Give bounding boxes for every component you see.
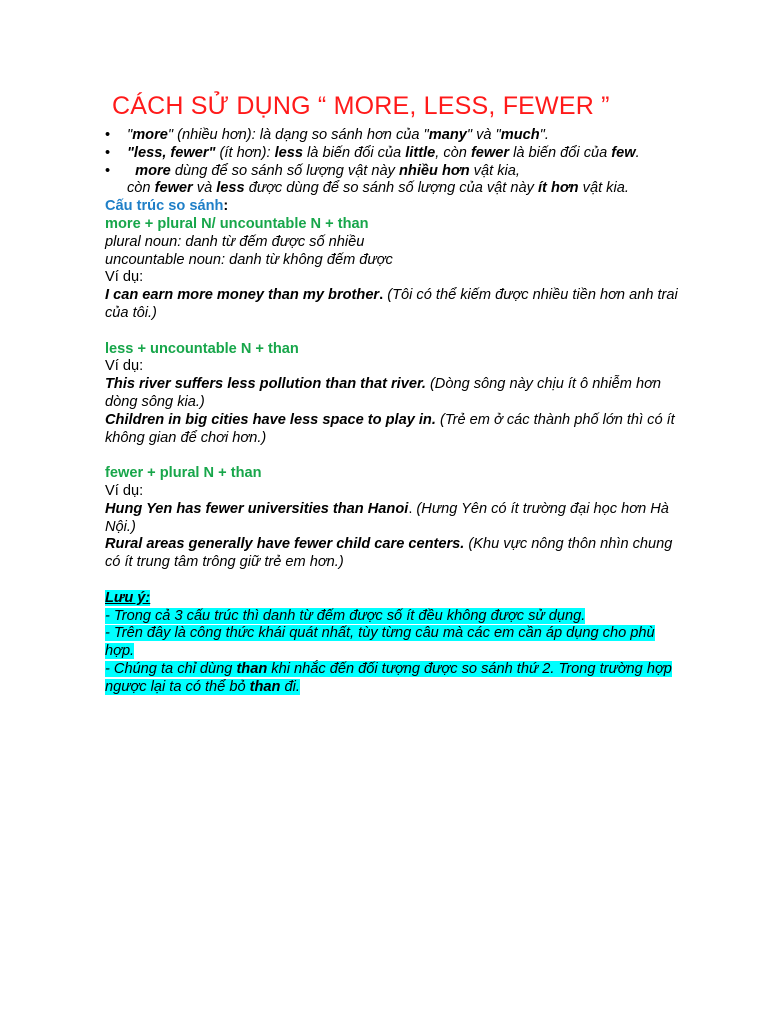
bullet-item: • more dùng để so sánh số lượng vật này nhiều hơn vật kia,	[105, 163, 685, 181]
example-label: Ví dụ:	[105, 358, 144, 375]
formula-less: less + uncountable N + than	[105, 340, 299, 357]
example-sentence: Hung Yen has fewer universities than Hanoi. (Hưng Yên có ít trường đại học hơn Hà Nội.)	[105, 500, 669, 535]
note-plural-noun: plural noun: danh từ đếm được số nhiều	[105, 233, 365, 250]
document-title: CÁCH SỬ DỤNG “ MORE, LESS, FEWER ”	[112, 92, 610, 120]
intro-bullets	[105, 127, 685, 180]
formula-fewer: fewer + plural N + than	[105, 465, 262, 482]
bullet-item: • "more" (nhiều hơn): là dạng so sánh hơn của "many" và "much".	[105, 127, 685, 145]
document-body	[105, 127, 685, 697]
example-sentence: Children in big cities have less space to play in. (Trẻ em ở các thành phố lớn thì có ít không gian để chơi hơn.)	[105, 411, 675, 446]
bullet-item: • "less, fewer" (ít hơn): less là biến đổi của little, còn fewer là biến đổi của few.	[105, 145, 685, 163]
example-sentence: I can earn more money than my brother. (Tôi có thể kiếm được nhiều tiền hơn anh trai của tôi.)	[105, 287, 678, 321]
note-heading: Lưu ý:	[105, 589, 151, 606]
example-sentence: This river suffers less pollution than that river. (Dòng sông này chịu ít ô nhiễm hơn dòng sông kia.)	[105, 376, 662, 410]
structure-heading: Cấu trúc so sánh:	[105, 198, 229, 215]
example-label: Ví dụ:	[105, 482, 144, 499]
note-line: - Trên đây là công thức khái quát nhất, tùy từng câu mà các em cần áp dụng cho phù hợp.	[105, 625, 655, 660]
note-line: - Trong cả 3 cấu trúc thì danh từ đếm được số ít đều không được sử dụng.	[105, 607, 586, 624]
note-line: - Chúng ta chỉ dùng than khi nhắc đến đối tượng được so sánh thứ 2. Trong trường hợp ngược lại ta có thể bỏ than đi.	[105, 660, 672, 695]
note-uncountable-noun: uncountable noun: danh từ không đếm được	[105, 251, 393, 268]
formula-more: more + plural N/ uncountable N + than	[105, 215, 369, 232]
bullet-continuation: còn fewer và less được dùng để so sánh số lượng của vật này ít hơn vật kia.	[127, 180, 629, 197]
example-sentence: Rural areas generally have fewer child care centers. (Khu vực nông thôn nhìn chung có ít trung tâm trông giữ trẻ em hơn.)	[105, 536, 673, 571]
note-block	[105, 590, 680, 697]
example-label: Ví dụ:	[105, 269, 144, 286]
